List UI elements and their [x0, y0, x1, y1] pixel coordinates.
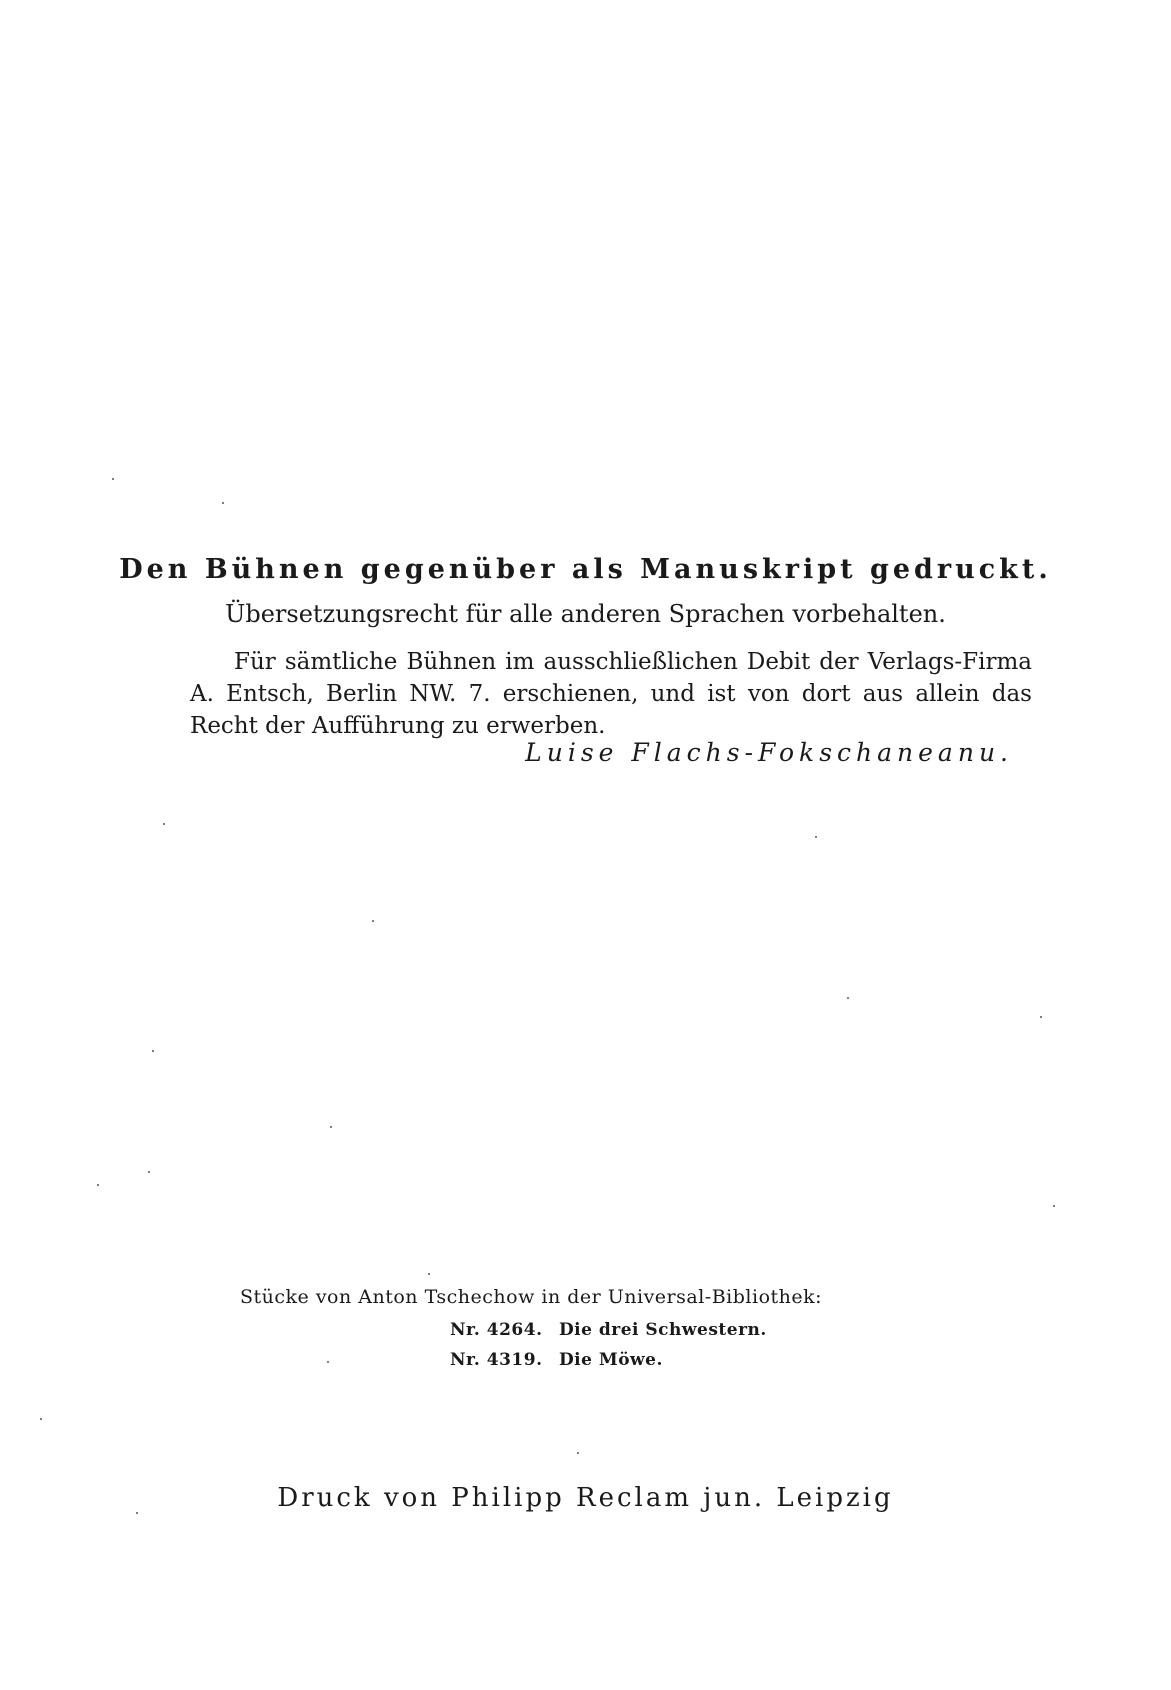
works-list-item — [450, 1352, 663, 1369]
scan-speck — [97, 1184, 99, 1186]
scan-speck — [428, 1273, 430, 1275]
scan-speck — [112, 478, 114, 480]
scan-speck — [577, 1452, 579, 1454]
scan-speck — [148, 1171, 150, 1173]
work-title: Die drei Schwestern. — [558, 1320, 767, 1340]
scan-speck — [327, 1361, 329, 1363]
scan-speck — [222, 502, 224, 504]
scan-speck — [40, 1418, 42, 1420]
scan-speck — [330, 1126, 332, 1128]
performance-rights-paragraph: Für sämtliche Bühnen im ausschließlichen Debit der Verlags-Firma A. Entsch, Berlin NW. 7. erschienen, und ist von dort aus allein das Recht der Aufführung zu erwerben. — [190, 649, 1032, 739]
work-title: Die Möwe. — [558, 1350, 663, 1370]
catalog-number: Nr. 4264. — [450, 1320, 543, 1340]
scan-speck — [1040, 1016, 1042, 1018]
scan-speck — [163, 823, 165, 825]
printer-imprint: Druck von Philipp Reclam jun. Leipzig — [277, 1483, 894, 1513]
scan-speck — [372, 920, 374, 922]
scan-speck — [1053, 1205, 1055, 1207]
translation-rights-notice: Übersetzungsrecht für alle anderen Sprachen vorbehalten. — [225, 600, 946, 628]
catalog-number: Nr. 4319. — [450, 1350, 543, 1370]
scan-speck — [136, 1512, 138, 1514]
scan-speck — [847, 997, 849, 999]
scan-speck — [152, 1050, 154, 1052]
manuscript-notice-heading: Den Bühnen gegenüber als Manuskript gedruckt. — [119, 554, 1052, 585]
works-list-heading: Stücke von Anton Tschechow in der Universal-Bibliothek: — [240, 1286, 823, 1308]
scan-speck — [815, 836, 817, 838]
translator-name: Luise Flachs-Fokschaneanu. — [525, 738, 1013, 767]
works-list-item — [450, 1322, 767, 1339]
